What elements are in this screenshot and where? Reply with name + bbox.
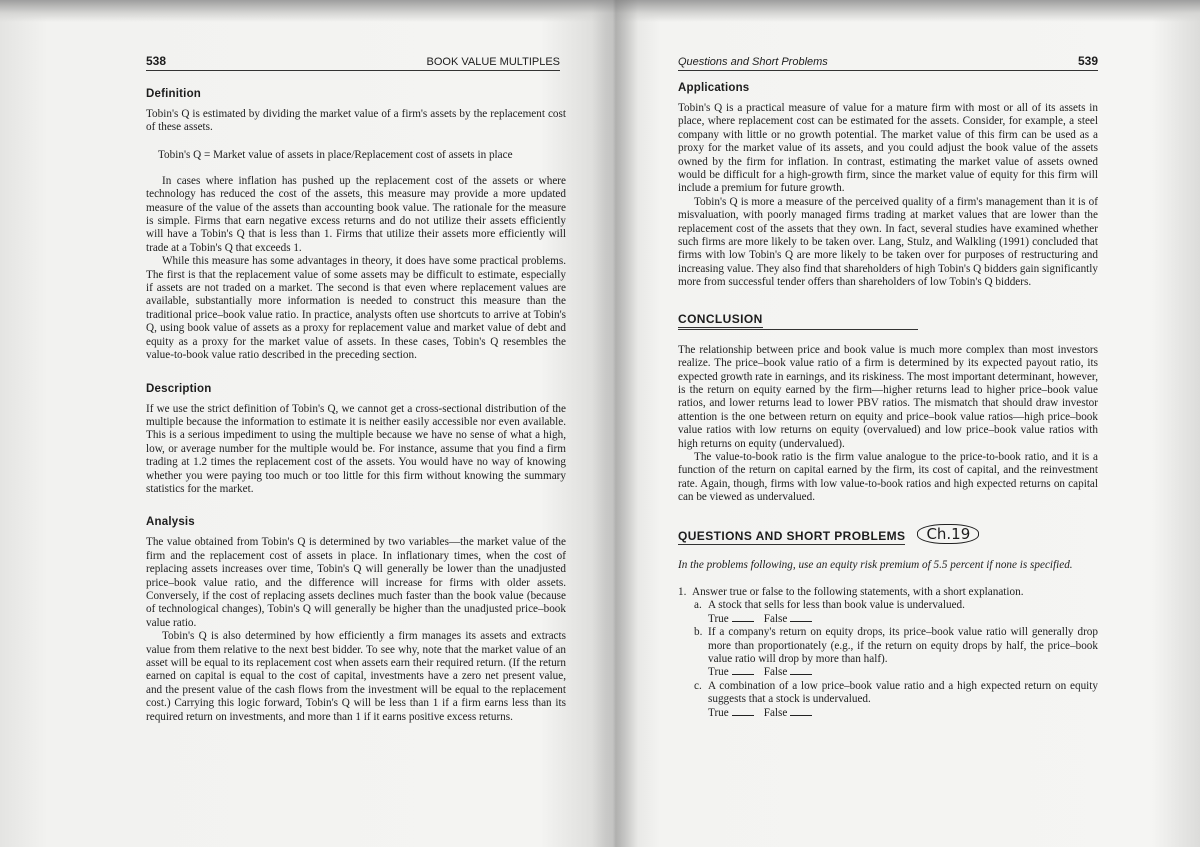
tobins-q-formula: Tobin's Q = Market value of assets in place/Replacement cost of assets in place <box>158 148 513 161</box>
question-text: Answer true or false to the following statements, with a short explanation. <box>692 585 1024 598</box>
handwritten-note: Ch.19 <box>917 524 979 544</box>
item-letter: b. <box>694 626 703 639</box>
questions-heading: QUESTIONS AND SHORT PROBLEMS <box>678 528 906 543</box>
definition-paragraph: While this measure has some advantages in theory, it does have some practical problems. The first is that the replacement value of some assets may be difficult to estimate, especially if assets are not traded on a market. The second is that even where replacement values are available, substantially more information is needed to construct this measure than the traditional price–book value ratio. In practice, analysts often use shortcuts to arrive at Tobin's Q, using book value of assets as a proxy for replacement value and market value of debt and equity as a proxy for the market value of assets. In these cases, Tobin's Q resembles the value-to-book value ratio described in the preceding section. <box>146 255 566 362</box>
answer-blank <box>790 715 812 716</box>
conclusion-paragraph: The value-to-book ratio is the firm value analogue to the price-to-book ratio, and it is a function of the return on capital earned by the firm, its cost of capital, and the reinvestment rate. Again, though, firms with low value-to-book ratios and high expected returns on capital can be viewed as undervalued. <box>678 450 1098 504</box>
running-title: Questions and Short Problems <box>678 56 828 68</box>
question-item <box>694 680 1098 707</box>
true-false-line <box>708 666 1098 679</box>
questions-intro: In the problems following, use an equity risk premium of 5.5 percent if none is specified. <box>678 558 1073 571</box>
item-text: A stock that sells for less than book value is undervalued. <box>708 599 965 612</box>
applications-heading: Applications <box>678 82 750 94</box>
answer-blank <box>790 621 812 622</box>
answer-blank <box>732 674 754 675</box>
true-false-line <box>708 613 1098 626</box>
conclusion-paragraph: The relationship between price and book value is much more complex than most investors realize. The price–book value ratio of a firm is determined by its expected payout ratio, its expected growth rate in earnings, and its riskiness. The most important determinant, however, is the return on equity earned by the firm—higher returns lead to higher price–book value ratios, and lower returns lead to lower PBV ratios. The mismatch that should draw investor attention is the one between return on equity and price–book value ratios—high price–book value ratios with low returns on equity (overvalued) and low price–book value ratios with high returns on equity (undervalued). <box>678 343 1098 450</box>
item-text: A combination of a low price–book value ratio and a high expected return on equity suggests that a stock is undervalued. <box>708 679 1098 706</box>
right-page <box>600 0 1200 847</box>
true-label: True <box>708 666 729 679</box>
analysis-heading: Analysis <box>146 516 195 529</box>
item-text: If a company's return on equity drops, its price–book value ratio will generally drop more than proportionately (e.g., if the return on equity drops by half, the price–book value ratio will drop by more than half). <box>708 626 1098 665</box>
right-column <box>678 82 1098 720</box>
running-title: BOOK VALUE MULTIPLES <box>426 56 560 68</box>
description-heading: Description <box>146 382 212 395</box>
applications-paragraph: Tobin's Q is more a measure of the perceived quality of a firm's management than it is of misvaluation, with poorly managed firms trading at market values that are lower than the replacement cost of the assets that they own. In fact, several studies have examined whether such firms are more likely to be taken over. Lang, Stulz, and Walkling (1991) concluded that firms with low Tobin's Q are more likely to be taken over for purposes of restructuring and increasing value. They also find that shareholders of high Tobin's Q bidders gain significantly more from successful tender offers than shareholders of low Tobin's Q bidders. <box>678 195 1098 289</box>
left-running-head <box>146 52 560 71</box>
question-item <box>694 599 1098 612</box>
true-label: True <box>708 612 729 625</box>
conclusion-heading: CONCLUSION <box>678 311 763 326</box>
definition-paragraph: Tobin's Q is estimated by dividing the market value of a firm's assets by the replacement cost of these assets. <box>146 108 566 134</box>
answer-blank <box>732 715 754 716</box>
false-label: False <box>763 666 788 679</box>
analysis-paragraph: The value obtained from Tobin's Q is determined by two variables—the market value of the firm and the replacement cost of assets in place. In inflationary times, when the cost of replacing assets increases over time, Tobin's Q will generally be lower than the unadjusted price–book value ratio, and the difference will increase for firms with older assets. Conversely, if the cost of replacing assets declines much faster than the book value (because of technological changes), Tobin's Q will generally be higher than the unadjusted price–book value ratio. <box>146 536 566 629</box>
page-number: 538 <box>146 54 167 68</box>
true-false-line <box>708 707 1098 720</box>
question-1 <box>678 586 1098 599</box>
answer-blank <box>790 674 812 675</box>
page-number: 539 <box>1077 54 1098 68</box>
definition-heading: Definition <box>146 88 202 100</box>
answer-blank <box>732 621 754 622</box>
description-paragraph: If we use the strict definition of Tobin's Q, we cannot get a cross-sectional distribution of the multiple because the information to estimate it is neither easily accessible nor even available. This is a serious impediment to using the multiple because we have no sense of what a high, low, or average number for the multiple would be. For instance, assume that you find a firm trading at 1.2 times the replacement cost of the assets. You would have no way of knowing whether you were paying too much or too little for this firm without knowing the summary statistics for the market. <box>146 402 566 495</box>
item-letter: c. <box>694 679 702 692</box>
item-letter: a. <box>694 599 702 612</box>
analysis-paragraph: Tobin's Q is also determined by how efficiently a firm manages its assets and extracts value from them relative to the next best bidder. To see why, note that the market value of an asset will be equal to its replacement cost when assets earn their required return. (If the return earned on capital is equal to the cost of capital, investments have a zero net present value, and the present value of the cash flows from the investment will be equal to the replacement cost.) Carrying this logic forward, Tobin's Q will be less than 1 if a firm earns less than its required return on investments, and more than 1 if it earns positive excess returns. <box>146 630 566 723</box>
question-number: 1. <box>678 585 687 598</box>
left-column <box>146 88 566 724</box>
applications-paragraph: Tobin's Q is a practical measure of value for a mature firm with most or all of its assets in place, where replacement cost can be estimated for the assets. Consider, for example, a steel company with little or no growth potential. The market value of this firm can be used as a proxy for the market value of its assets, and you could adjust the book value of the assets owned by the firm for inflation. In contrast, estimating the market value of assets owned would be difficult for a high-growth firm, since the market value of equity for this firm will include a premium for future growth. <box>678 102 1098 195</box>
false-label: False <box>763 612 788 625</box>
true-label: True <box>708 706 729 719</box>
definition-paragraph: In cases where inflation has pushed up the replacement cost of the assets or where technology has reduced the cost of the assets, this measure may provide a more updated measure of the value of the assets than accounting book value. The rationale for the measure is simple. Firms that earn negative excess returns and do not utilize their assets efficiently will have a Tobin's Q that is less than 1. Firms that utilize their assets more efficiently will trade at a Tobin's Q that exceeds 1. <box>146 174 566 254</box>
questions-header <box>678 525 1098 545</box>
question-item <box>694 626 1098 666</box>
false-label: False <box>763 706 788 719</box>
right-running-head <box>678 52 1098 71</box>
